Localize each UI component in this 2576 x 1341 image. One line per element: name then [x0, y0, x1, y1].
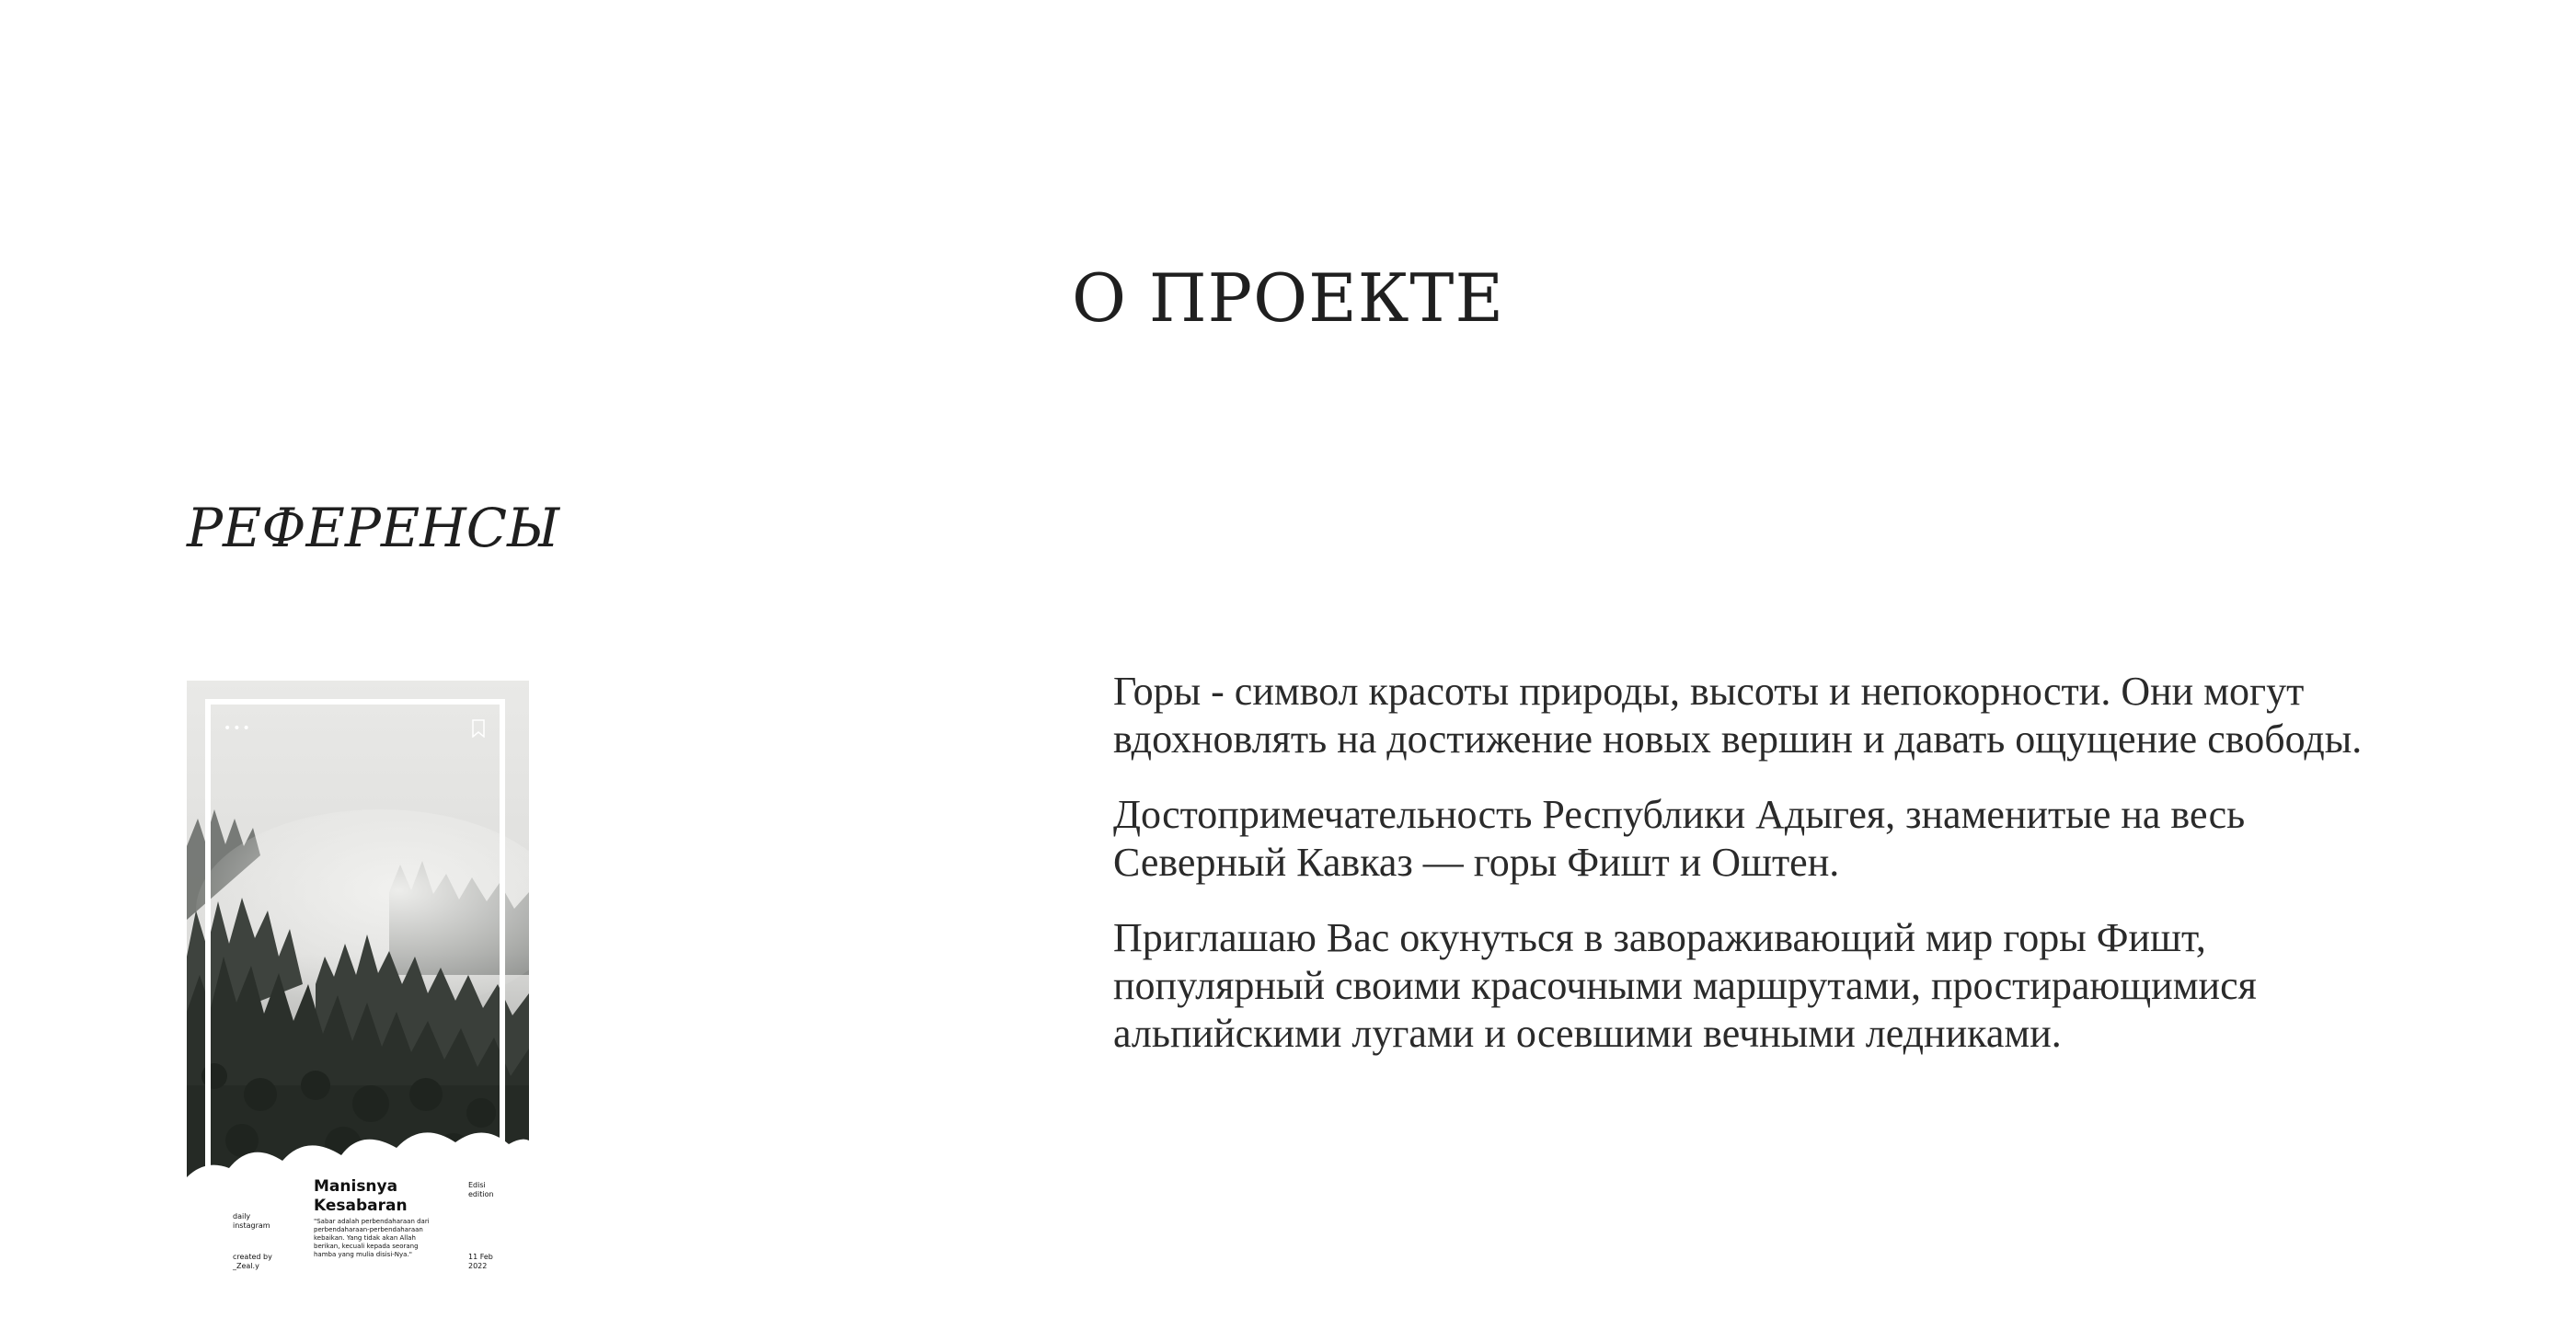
description-paragraph: Приглашаю Вас окунуться в завораживающий мир горы Фишт, популярный своими красочными маршрутами, простирающимися альпийскими лугами и осевшими вечными ледниками.	[1113, 915, 2257, 1056]
poster-edition-line2: edition	[468, 1190, 494, 1198]
poster-title-line1: Manisnya	[314, 1177, 398, 1196]
poster-quote: "Sabar adalah perbendaharaan dari perbendaharaan-perbendaharaan kebaikan. Yang tidak akan Allah berikan, kecuali kepada seorang hamba yang mulia disisi-Nya."	[314, 1218, 430, 1258]
references-heading: РЕФЕРЕНСЫ	[187, 497, 560, 559]
poster-title-line2: Kesabaran	[314, 1197, 408, 1215]
more-dots-icon: •••	[224, 721, 252, 736]
poster-created-line1: created by	[233, 1253, 272, 1261]
description-paragraph: Горы - символ красоты природы, высоты и непокорности. Они могут вдохновлять на достижение новых вершин и давать ощущение свободы.	[1113, 669, 2363, 762]
poster-daily	[233, 1212, 288, 1231]
poster-date-line1: 11 Feb	[468, 1253, 493, 1261]
poster-created-line2: _Zeal.y	[233, 1262, 259, 1270]
poster-edition-line1: Edisi	[468, 1181, 486, 1189]
project-description	[1113, 668, 2420, 1085]
poster-date	[468, 1253, 505, 1271]
page-title: О ПРОЕКТЕ	[1071, 259, 1505, 337]
poster-date-line2: 2022	[468, 1262, 488, 1270]
poster-frame	[205, 699, 505, 1214]
poster-daily-line1: daily	[233, 1212, 251, 1221]
reference-poster-image	[187, 681, 529, 1288]
poster-title	[314, 1177, 408, 1216]
poster-edition	[468, 1181, 505, 1199]
description-paragraph: Достопримечательность Республики Адыгея, знаменитые на весь Северный Кавказ — горы Фишт и Оштен.	[1113, 792, 2246, 885]
poster-created-by	[233, 1253, 288, 1271]
poster-daily-line2: instagram	[233, 1221, 270, 1230]
bookmark-icon	[472, 719, 485, 738]
poster-caption-area	[187, 1177, 529, 1288]
